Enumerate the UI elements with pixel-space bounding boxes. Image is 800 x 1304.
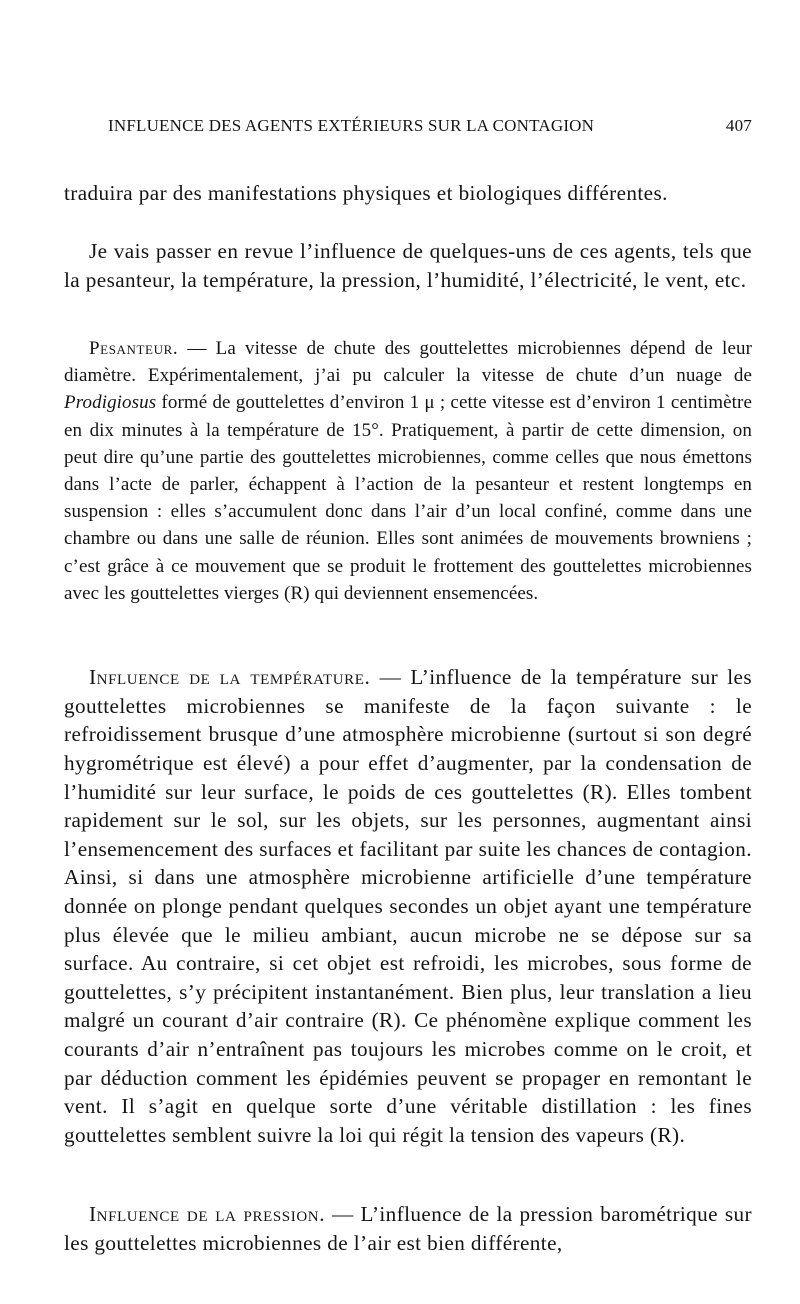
running-title: INFLUENCE DES AGENTS EXTÉRIEURS SUR LA CONTAGION [108,116,595,135]
paragraph-agents-overview: Je vais passer en revue l’influence de quelques-uns de ces agents, tels que la pesanteur, la température, la pression, l’humidité, l’électricité, le vent, etc. [64,239,752,292]
page-number: 407 [725,116,752,135]
paragraph-text: — L’influence de la température sur les gouttelettes microbiennes se manifeste de la façon suivante : le refroidissement brusque d’une atmosphère microbienne (surtout si son degré hygrométrique est élevé) a pour effet d’augmenter, par la condensation de l’humidité sur leur surface, le poids de ces gouttelettes (R). Elles tombent rapidement sur le sol, sur les objets, sur les personnes, augmentant ainsi l’ensemencement des surfaces et facilitant par suite les chances de contagion. Ainsi, si dans une atmosphère microbienne artificielle d’une température donnée on plonge pendant quelques secondes un objet ayant une température plus élevée que le milieu ambiant, aucun microbe ne se dépose sur sa surface. Au contraire, si cet objet est refroidi, les microbes, sous forme de gouttelettes, s’y précipitent instantanément. Bien plus, leur translation a lieu malgré un courant d’air contraire (R). Ce phénomène explique comment les courants d’air n’entraînent pas toujours les microbes comme on le croit, et par déduction comment les épidémies peuvent se propager en remontant le vent. Il s’agit en quelque sorte d’une véritable distillation : les fines gouttelettes semblent suivre la loi qui régit la tension des vapeurs (R). [64,665,752,1147]
running-header [108,116,752,138]
paragraph-pression [64,1200,752,1257]
section-heading-pesanteur: Pesanteur. [89,338,179,359]
paragraph-text: formé de gouttelettes d’environ 1 μ ; cette vitesse est d’environ 1 centimètre en dix minutes à la température de 15°. Pratiquement, à partir de cette dimension, on peut dire qu’une partie des gouttelettes microbiennes, comme celles que nous émettons dans l’acte de parler, échappent à l’action de la pesanteur et restent longtemps en suspension : elles s’accumulent donc dans l’air d’un local confiné, comme dans une chambre ou dans une salle de réunion. Elles sont animées de mouvements browniens ; c’est grâce à ce mouvement que se produit le frottement des gouttelettes microbiennes avec les gouttelettes vierges (R) qui deviennent ensemencées. [64,392,752,604]
section-heading-temperature: Influence de la température. [89,665,371,690]
paragraph-text: — La vitesse de chute des gouttelettes microbiennes dépend de leur diamètre. Expérimentalement, j’ai pu calculer la vitesse de chute d’un nuage de [64,338,752,387]
paragraph-text: — L’influence de la pression barométrique sur les gouttelettes microbiennes de l’air est bien différente, [64,1202,752,1255]
section-heading-pression: Influence de la pression. [89,1202,326,1227]
species-name-italic: Prodigiosus [64,392,157,414]
paragraph-continuation: traduira par des manifestations physiques et biologiques différentes. [64,181,668,206]
paragraph-temperature [64,663,752,1149]
paragraph-pesanteur [64,335,752,607]
book-page [64,0,752,1304]
